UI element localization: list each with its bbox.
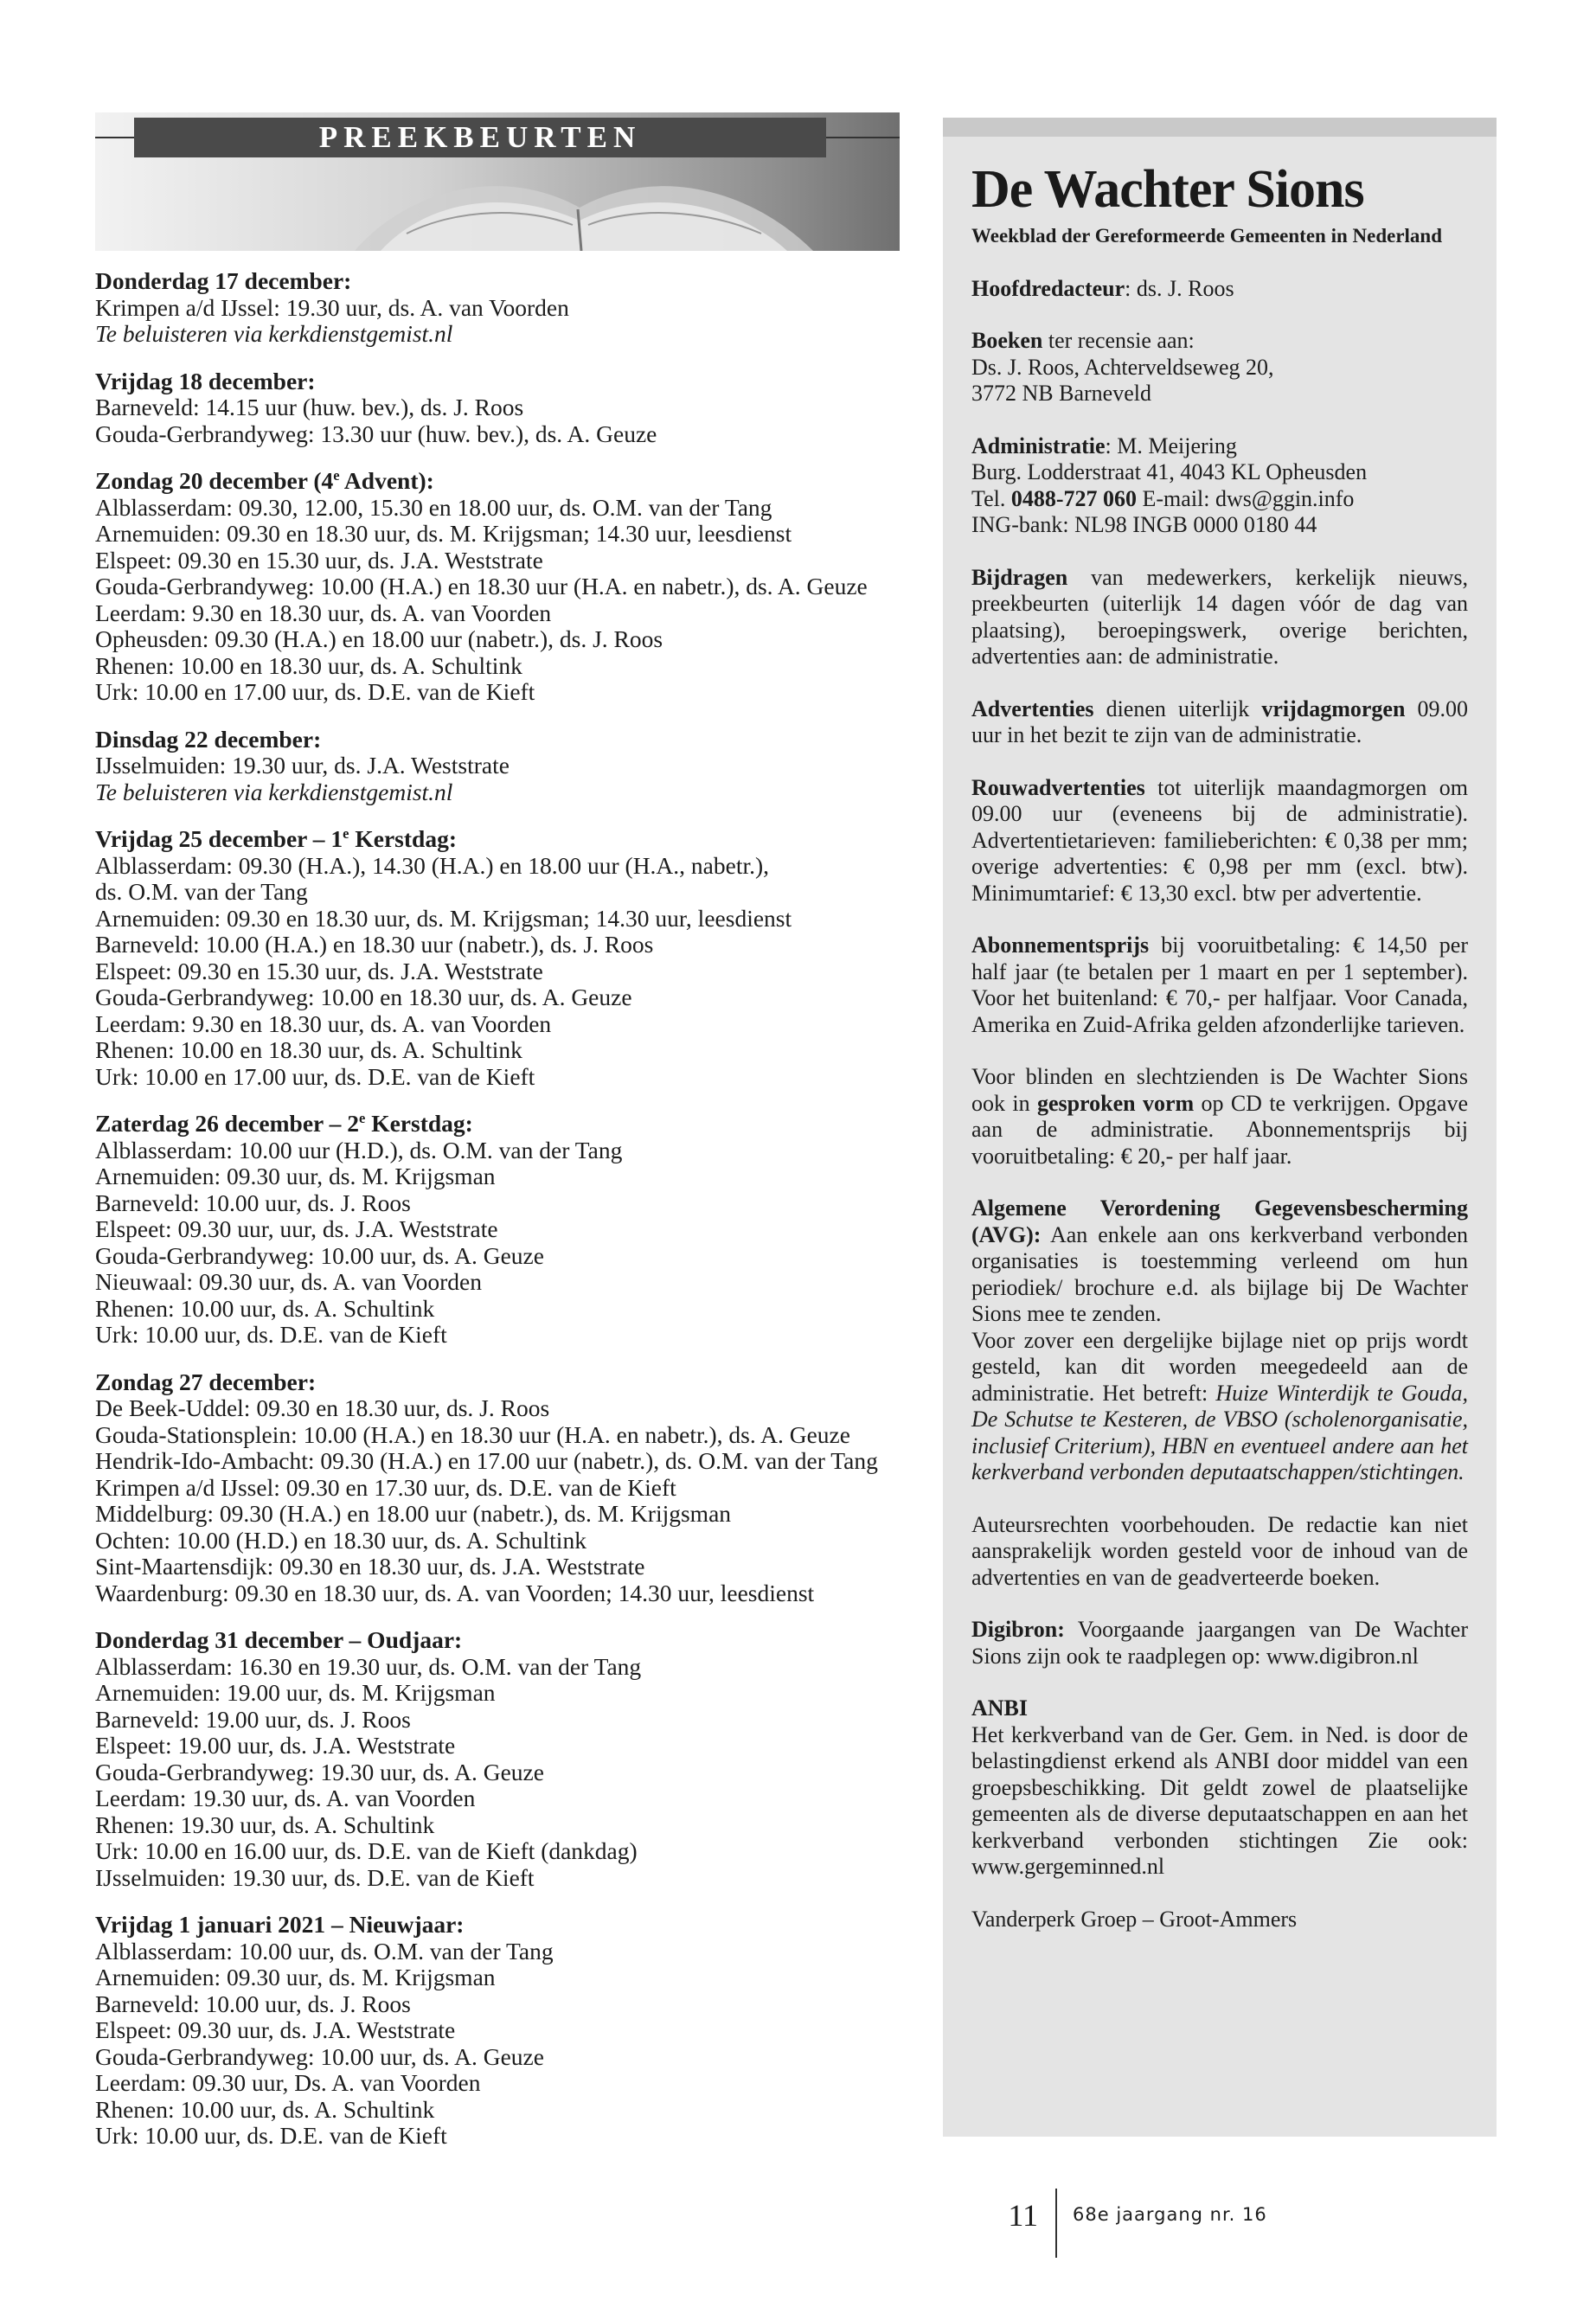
service-entry: Gouda-Gerbrandyweg: 10.00 en 18.30 uur, ds. A. Geuze — [95, 984, 632, 1010]
printer-line: Vanderperk Groep – Groot-Ammers — [971, 1906, 1298, 1932]
sermon-day-heading: Donderdag 31 december – Oudjaar: — [95, 1626, 463, 1653]
service-entry: Rhenen: 19.30 uur, ds. A. Schultink — [95, 1811, 435, 1838]
service-entry: Leerdam: 19.30 uur, ds. A. van Voorden — [95, 1785, 476, 1811]
service-entry: Gouda-Gerbrandyweg: 13.30 uur (huw. bev.), ds. A. Geuze — [95, 420, 657, 447]
sermon-column — [95, 112, 900, 2170]
audio-edition-block — [971, 1064, 1468, 1170]
sermon-day — [95, 727, 900, 806]
digibron-label: Digibron: — [971, 1617, 1065, 1642]
service-entry: Leerdam: 9.30 en 18.30 uur, ds. A. van Voorden — [95, 1009, 552, 1037]
avg-block-2 — [971, 1328, 1468, 1486]
service-entry: Sint-Maartensdijk: 09.30 en 18.30 uur, ds. J.A. Weststrate — [95, 1553, 645, 1580]
audio-bold: gesproken vorm — [1036, 1090, 1195, 1116]
service-entry: De Beek-Uddel: 09.30 en 18.30 uur, ds. J. Roos — [95, 1394, 550, 1421]
ads-deadline: vrijdagmorgen — [1261, 695, 1406, 721]
service-entry: Alblasserdam: 16.30 en 19.30 uur, ds. O.M. van der Tang — [95, 1652, 642, 1680]
avg-label: Algemene Verordening Gegevensbescherming (AVG): — [971, 1195, 1468, 1247]
service-entry: Gouda-Gerbrandyweg: 10.00 uur, ds. A. Geuze — [95, 2042, 544, 2070]
contributions-text: van medewerkers, kerkelijk nieuws, preekbeurten (uiterlijk 14 dagen vóór de dag van plaatsing), beroepingswerk, overige berichten, advertenties aan: de administratie. — [971, 564, 1468, 669]
service-entry: Barneveld: 10.00 (H.A.) en 18.30 uur (nabetr.), ds. J. Roos — [95, 931, 654, 958]
service-entry: Alblasserdam: 10.00 uur (H.D.), ds. O.M. van der Tang — [95, 1136, 623, 1163]
sermon-day-heading: Zondag 27 december: — [95, 1368, 317, 1395]
service-entry: Urk: 10.00 en 16.00 uur, ds. D.E. van de Kieft (dankdag) — [95, 1837, 638, 1864]
service-entry: Krimpen a/d IJssel: 19.30 uur, ds. A. van Voorden — [95, 293, 569, 321]
admin-value: : M. Meijering — [1105, 433, 1237, 458]
service-entry: Opheusden: 09.30 (H.A.) en 18.00 uur (nabetr.), ds. J. Roos — [95, 625, 663, 652]
service-entry: Rhenen: 10.00 en 18.30 uur, ds. A. Schultink — [95, 1036, 522, 1063]
sermon-day — [95, 1912, 900, 2150]
service-entry: Elspeet: 09.30 uur, uur, ds. J.A. Weststrate — [95, 1215, 498, 1242]
service-entry: Gouda-Gerbrandyweg: 10.00 (H.A.) en 18.30 uur (H.A. en nabetr.), ds. A. Geuze — [95, 573, 868, 599]
page-number: 11 — [1008, 2198, 1038, 2233]
service-entry: Barneveld: 14.15 uur (huw. bev.), ds. J. Roos — [95, 394, 524, 420]
service-entry: Arnemuiden: 09.30 uur, ds. M. Krijgsman — [95, 1964, 496, 1990]
admin-address: Burg. Lodderstraat 41, 4043 KL Opheusden — [971, 459, 1368, 484]
sermon-day-heading: Vrijdag 18 december: — [95, 367, 316, 394]
audio-text-2: op CD te verkrijgen. Opgave aan de administratie. Abonnementsprijs bij vooruitbetaling: € 20,- per half jaar. — [971, 1090, 1468, 1169]
service-entry: IJsselmuiden: 19.30 uur, ds. J.A. Weststrate — [95, 752, 510, 779]
sermon-day — [95, 1111, 900, 1349]
books-text: ter recensie aan: — [1042, 328, 1195, 353]
service-entry: Gouda-Gerbrandyweg: 19.30 uur, ds. A. Geuze — [95, 1758, 544, 1785]
broadcast-note: Te beluisteren via kerkdienstgemist.nl — [95, 320, 453, 347]
page-footer — [0, 2189, 1596, 2258]
service-entry: Gouda-Gerbrandyweg: 10.00 uur, ds. A. Geuze — [95, 1241, 544, 1269]
service-entry: Rhenen: 10.00 uur, ds. A. Schultink — [95, 2095, 435, 2123]
service-entry: Alblasserdam: 09.30, 12.00, 15.30 en 18.00 uur, ds. O.M. van der Tang — [95, 493, 772, 521]
sermon-day-heading: Vrijdag 25 december – 1e Kerstdag: — [95, 824, 457, 852]
service-entry: Ochten: 10.00 (H.D.) en 18.30 uur, ds. A. Schultink — [95, 1526, 586, 1554]
service-entry: Leerdam: 9.30 en 18.30 uur, ds. A. van Voorden — [95, 599, 552, 626]
admin-tel-prefix: Tel. — [971, 485, 1011, 511]
anbi-text: Het kerkverband van de Ger. Gem. in Ned. is door de belastingdienst erkend als ANBI door middel van een groepsbeschikking. Dit geldt zowel de plaatselijke gemeenten als de diverse deputaatschappen en aan het kerkverband verbonden stichtingen Zie ook: www.gergeminned.nl — [971, 1721, 1468, 1879]
admin-email: E-mail: dws@ggin.info — [1137, 485, 1355, 511]
service-entry: Middelburg: 09.30 (H.A.) en 18.00 uur (nabetr.), ds. M. Krijgsman — [95, 1500, 732, 1527]
service-entry: IJsselmuiden: 19.30 uur, ds. D.E. van de Kieft — [95, 1863, 535, 1891]
service-entry: Elspeet: 09.30 en 15.30 uur, ds. J.A. Weststrate — [95, 546, 543, 574]
broadcast-note: Te beluisteren via kerkdienstgemist.nl — [95, 778, 453, 805]
sermon-day-heading: Zondag 20 december (4e Advent): — [95, 466, 434, 494]
sermon-day-heading: Zaterdag 26 december – 2e Kerstdag: — [95, 1109, 473, 1137]
sermon-day-heading: Dinsdag 22 december: — [95, 725, 322, 753]
avg-block — [971, 1195, 1468, 1328]
administration-block — [971, 433, 1468, 539]
books-address-line: 3772 NB Barneveld — [971, 381, 1151, 406]
copyright-block: Auteursrechten voorbehouden. De redactie kan niet aansprakelijk worden gesteld voor de inhoud van de advertenties en van de geadverteerde boeken. — [971, 1511, 1468, 1590]
service-entry: Rhenen: 10.00 uur, ds. A. Schultink — [95, 1294, 435, 1322]
service-entry: Barneveld: 10.00 uur, ds. J. Roos — [95, 1189, 411, 1216]
sermon-day — [95, 369, 900, 448]
service-entry: Alblasserdam: 09.30 (H.A.), 14.30 (H.A.) en 18.00 uur (H.A., nabetr.), — [95, 851, 770, 879]
service-entry: Rhenen: 10.00 en 18.30 uur, ds. A. Schultink — [95, 651, 522, 679]
sermon-day — [95, 1369, 900, 1607]
sermon-day-heading: Donderdag 17 december: — [95, 267, 352, 294]
service-entry: Elspeet: 09.30 en 15.30 uur, ds. J.A. Weststrate — [95, 957, 543, 984]
admin-bank: ING-bank: NL98 INGB 0000 0180 44 — [971, 512, 1317, 537]
service-entry: Arnemuiden: 09.30 uur, ds. M. Krijgsman — [95, 1163, 496, 1189]
service-entry: Gouda-Stationsplein: 10.00 (H.A.) en 18.30 uur (H.A. en nabetr.), ds. A. Geuze — [95, 1420, 850, 1448]
service-entry: Urk: 10.00 uur, ds. D.E. van de Kieft — [95, 1321, 447, 1348]
contributions-label: Bijdragen — [971, 564, 1068, 590]
service-entry: ds. O.M. van der Tang — [95, 878, 308, 905]
service-entry: Nieuwaal: 09.30 uur, ds. A. van Voorden — [95, 1268, 482, 1295]
mourning-text: tot uiterlijk maandagmorgen om 09.00 uur (eveneens bij de administratie). Advertentietarieven: familieberichten: € 0,38 per mm; overige advertenties: € 0,98 per mm (excl. btw). Minimumtarief: € 13,30 excl. btw per advertentie. — [971, 774, 1468, 906]
ads-label: Advertenties — [971, 695, 1094, 721]
audio-text: Voor blinden en slechtzienden is De Wachter Sions ook in — [971, 1064, 1468, 1116]
digibron-block — [971, 1617, 1468, 1670]
avg-text-2: Voor zover een dergelijke bijlage niet op prijs wordt gesteld, kan dit worden meegedeeld aan de administratie. Het betreft: — [971, 1327, 1468, 1406]
books-label: Boeken — [971, 328, 1043, 353]
editor-block — [971, 276, 1468, 303]
anbi-block — [971, 1695, 1468, 1881]
sermon-day — [95, 468, 900, 706]
service-entry: Waardenburg: 09.30 en 18.30 uur, ds. A. van Voorden; 14.30 uur, leesdienst — [95, 1579, 815, 1606]
service-entry: Arnemuiden: 19.00 uur, ds. M. Krijgsman — [95, 1679, 496, 1706]
avg-organisations: Huize Winterdijk te Gouda, De Schutse te Kesteren, de VBSO (scholenorganisatie, inclusief Criterium), HBN en eventueel andere aan het kerkverband verbonden deputaatschappen/stichtingen. — [971, 1380, 1468, 1484]
subscription-label: Abonnementsprijs — [971, 933, 1150, 958]
avg-text: Aan enkele aan ons kerkverband verbonden organisaties is toestemming verleend om hun periodiek/ brochure e.d. als bijlage bij De Wachter Sions mee te zenden. — [971, 1221, 1468, 1326]
advertisements-block — [971, 696, 1468, 749]
subscription-text: bij vooruitbetaling: € 14,50 per half jaar (te betalen per 1 maart en per 1 september). Voor het buitenland: € 70,- per halfjaar. Voor Canada, Amerika en Zuid-Afrika gelden afzonderlijke tarieven. — [971, 933, 1468, 1037]
section-banner — [95, 112, 900, 251]
magazine-title: De Wachter Sions — [971, 160, 1364, 219]
section-title: PREEKBEURTEN — [134, 118, 826, 157]
contributions-block — [971, 565, 1468, 670]
issue-label: 68e jaargang nr. 16 — [1073, 2204, 1267, 2225]
service-entry: Hendrik-Ido-Ambacht: 09.30 (H.A.) en 17.00 uur (nabetr.), ds. O.M. van der Tang — [95, 1447, 878, 1474]
service-entry: Elspeet: 09.30 uur, ds. J.A. Weststrate — [95, 2016, 456, 2043]
footer-divider — [1055, 2189, 1057, 2258]
sermon-day — [95, 1627, 900, 1891]
ads-text: dienen uiterlijk — [1093, 695, 1262, 721]
digibron-text: Voorgaande jaargangen van De Wachter Sions zijn ook te raadplegen op: www.digibron.nl — [971, 1617, 1468, 1669]
service-entry: Barneveld: 10.00 uur, ds. J. Roos — [95, 1990, 411, 2017]
colophon-panel — [943, 118, 1497, 2137]
service-entry: Barneveld: 19.00 uur, ds. J. Roos — [95, 1705, 411, 1733]
editor-label: Hoofdredacteur — [971, 275, 1125, 301]
sermon-day — [95, 268, 900, 348]
mourning-label: Rouwadvertenties — [971, 774, 1145, 800]
service-entry: Urk: 10.00 en 17.00 uur, ds. D.E. van de Kieft — [95, 1062, 535, 1090]
service-entry: Leerdam: 09.30 uur, Ds. A. van Voorden — [95, 2069, 481, 2096]
admin-phone: 0488-727 060 — [1010, 485, 1138, 511]
books-address-line: Ds. J. Roos, Achterveldseweg 20, — [971, 354, 1274, 380]
admin-label: Administratie — [971, 433, 1106, 458]
subscription-block — [971, 933, 1468, 1038]
mourning-ads-block — [971, 775, 1468, 907]
service-entry: Urk: 10.00 en 17.00 uur, ds. D.E. van de Kieft — [95, 678, 535, 705]
service-entry: Alblasserdam: 10.00 uur, ds. O.M. van der Tang — [95, 1937, 554, 1965]
service-entry: Arnemuiden: 09.30 en 18.30 uur, ds. M. Krijgsman; 14.30 uur, leesdienst — [95, 904, 792, 932]
service-entry: Elspeet: 19.00 uur, ds. J.A. Weststrate — [95, 1732, 456, 1759]
service-entry: Krimpen a/d IJssel: 09.30 en 17.30 uur, ds. D.E. van de Kieft — [95, 1473, 676, 1501]
sermon-list — [95, 268, 900, 2150]
service-entry: Arnemuiden: 09.30 en 18.30 uur, ds. M. Krijgsman; 14.30 uur, leesdienst — [95, 520, 792, 547]
books-block — [971, 328, 1468, 407]
sermon-day — [95, 826, 900, 1090]
service-entry: Urk: 10.00 uur, ds. D.E. van de Kieft — [95, 2122, 447, 2149]
ads-text-2: 09.00 uur in het bezit te zijn van de administratie. — [971, 695, 1469, 747]
anbi-label: ANBI — [971, 1695, 1029, 1721]
sermon-day-heading: Vrijdag 1 januari 2021 – Nieuwjaar: — [95, 1911, 465, 1938]
magazine-subtitle: Weekblad der Gereformeerde Gemeenten in Nederland — [971, 225, 1443, 247]
editor-value: : ds. J. Roos — [1125, 275, 1234, 301]
